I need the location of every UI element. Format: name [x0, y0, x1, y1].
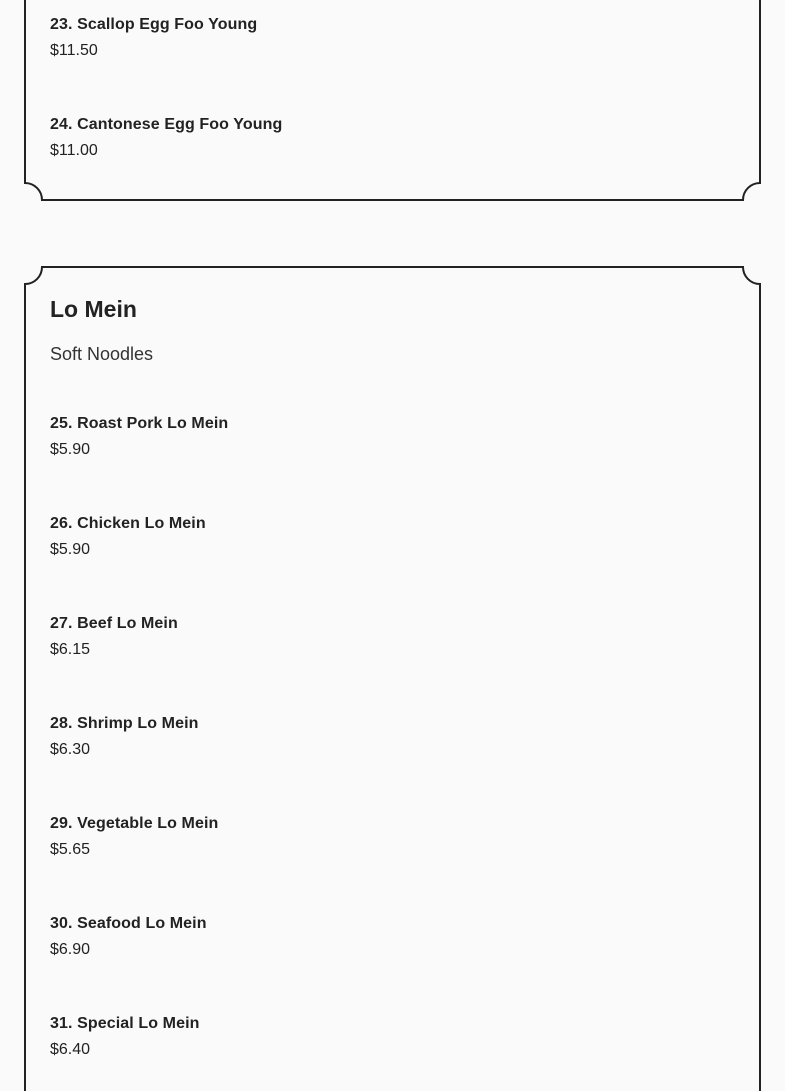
menu-item-price: $5.65: [50, 841, 91, 858]
lo-mein-section: [50, 267, 740, 1091]
menu-item-name: 25. Roast Pork Lo Mein: [50, 415, 229, 432]
menu-item-name: 27. Beef Lo Mein: [50, 615, 178, 632]
menu-item[interactable]: [50, 914, 740, 960]
menu-item-price: $5.90: [50, 541, 91, 558]
menu-item-price: $6.40: [50, 1041, 91, 1058]
section-subtitle: Soft Noodles: [50, 344, 154, 364]
menu-item[interactable]: [50, 514, 740, 560]
menu-item[interactable]: [50, 1014, 740, 1060]
menu-item-price: $6.90: [50, 941, 91, 958]
menu-item[interactable]: [50, 15, 740, 61]
menu-item[interactable]: [50, 414, 740, 460]
menu-item-name: 28. Shrimp Lo Mein: [50, 715, 199, 732]
menu-item[interactable]: [50, 714, 740, 760]
section-title: Lo Mein: [50, 296, 137, 322]
menu-item[interactable]: [50, 814, 740, 860]
menu-item-name: 26. Chicken Lo Mein: [50, 515, 206, 532]
menu-item-price: $6.30: [50, 741, 91, 758]
menu-item-price: $6.15: [50, 641, 91, 658]
menu-item-price: $11.50: [50, 42, 98, 59]
menu-item-price: $5.90: [50, 441, 91, 458]
menu-item-price: $11.00: [50, 142, 98, 159]
menu-item-name: 23. Scallop Egg Foo Young: [50, 16, 258, 33]
menu-item-name: 31. Special Lo Mein: [50, 1015, 200, 1032]
menu-item-name: 29. Vegetable Lo Mein: [50, 815, 219, 832]
menu-item[interactable]: [50, 115, 740, 161]
menu-item[interactable]: [50, 614, 740, 660]
menu-item-name: 24. Cantonese Egg Foo Young: [50, 116, 283, 133]
egg-foo-young-section: [50, 0, 740, 200]
menu-item-name: 30. Seafood Lo Mein: [50, 915, 207, 932]
